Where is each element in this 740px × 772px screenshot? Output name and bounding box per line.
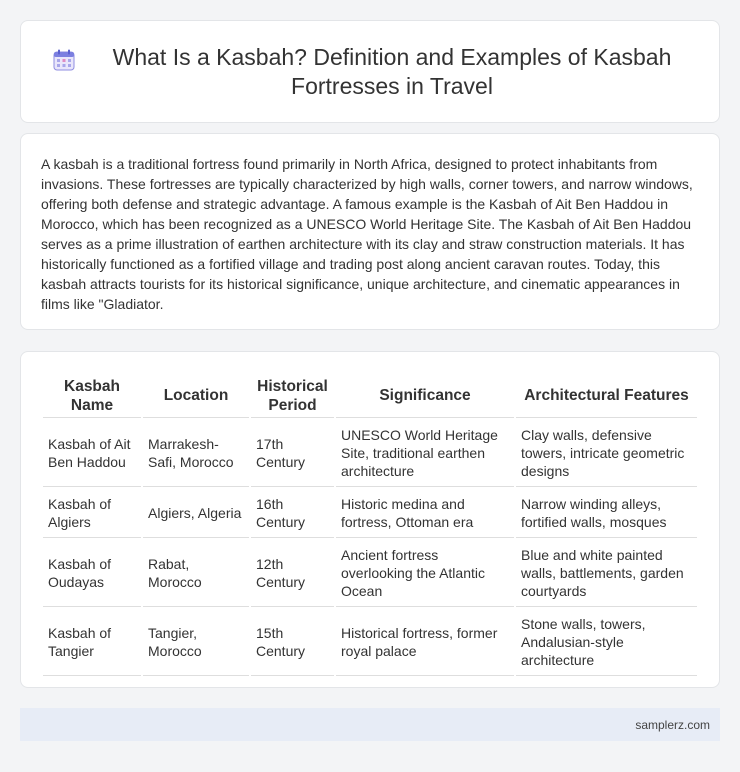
table-row bbox=[43, 420, 697, 487]
header-card bbox=[20, 20, 720, 123]
column-header-location: Location bbox=[143, 374, 249, 418]
cell-architectural-features: Clay walls, defensive towers, intricate geometric designs bbox=[516, 420, 697, 487]
cell-historical-period: 17th Century bbox=[251, 420, 334, 487]
cell-kasbah-name: Kasbah of Tangier bbox=[43, 609, 141, 676]
intro-paragraph: A kasbah is a traditional fortress found primarily in North Africa, designed to protect inhabitants from invasions. These fortresses are typically characterized by high walls, corner towers, and narrow windows, offering both defense and strategic advantage. A famous example is the Kasbah of Ait Ben Haddou in Morocco, which has been recognized as a UNESCO World Heritage Site. The Kasbah of Ait Ben Haddou serves as a prime illustration of earthen architecture with its clay and straw construction materials. It has historically functioned as a fortified village and trading post along ancient caravan routes. Today, this kasbah attracts tourists for its historical significance, unique architecture, and cinematic appearances in films like "Gladiator. bbox=[41, 156, 693, 312]
cell-location: Algiers, Algeria bbox=[143, 489, 249, 538]
cell-historical-period: 12th Century bbox=[251, 540, 334, 607]
cell-architectural-features: Stone walls, towers, Andalusian-style architecture bbox=[516, 609, 697, 676]
table-row bbox=[43, 540, 697, 607]
kasbah-table bbox=[41, 372, 699, 678]
cell-significance: Historic medina and fortress, Ottoman era bbox=[336, 489, 514, 538]
cell-historical-period: 15th Century bbox=[251, 609, 334, 676]
table-card bbox=[20, 351, 720, 688]
footer-bar bbox=[20, 708, 720, 741]
footer-site-link[interactable]: samplerz.com bbox=[635, 717, 710, 732]
cell-location: Rabat, Morocco bbox=[143, 540, 249, 607]
cell-historical-period: 16th Century bbox=[251, 489, 334, 538]
cell-kasbah-name: Kasbah of Ait Ben Haddou bbox=[43, 420, 141, 487]
table-row bbox=[43, 609, 697, 676]
column-header-architectural-features: Architectural Features bbox=[516, 374, 697, 418]
cell-location: Marrakesh-Safi, Morocco bbox=[143, 420, 249, 487]
cell-significance: UNESCO World Heritage Site, traditional earthen architecture bbox=[336, 420, 514, 487]
cell-kasbah-name: Kasbah of Algiers bbox=[43, 489, 141, 538]
cell-kasbah-name: Kasbah of Oudayas bbox=[43, 540, 141, 607]
page-title: What Is a Kasbah? Definition and Examples of Kasbah Fortresses in Travel bbox=[112, 43, 672, 99]
table-header-row bbox=[43, 374, 697, 418]
cell-location: Tangier, Morocco bbox=[143, 609, 249, 676]
cell-significance: Historical fortress, former royal palace bbox=[336, 609, 514, 676]
cell-architectural-features: Blue and white painted walls, battlements, garden courtyards bbox=[516, 540, 697, 607]
calendar-icon bbox=[53, 49, 75, 71]
cell-architectural-features: Narrow winding alleys, fortified walls, mosques bbox=[516, 489, 697, 538]
column-header-significance: Significance bbox=[336, 374, 514, 418]
column-header-kasbah-name: Kasbah Name bbox=[43, 374, 141, 418]
column-header-historical-period: Historical Period bbox=[251, 374, 334, 418]
table-row bbox=[43, 489, 697, 538]
intro-card bbox=[20, 133, 720, 330]
header-inner bbox=[21, 21, 719, 122]
cell-significance: Ancient fortress overlooking the Atlantic Ocean bbox=[336, 540, 514, 607]
